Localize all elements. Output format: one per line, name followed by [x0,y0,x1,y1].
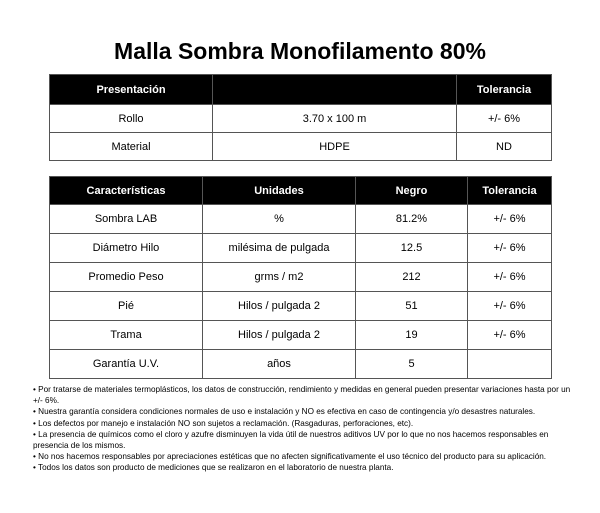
note-item: • Los defectos por manejo e instalación NO son sujetos a reclamación. (Rasgaduras, perforaciones, etc). [33,418,578,429]
table-header-row [50,75,552,105]
row-value: 3.70 x 100 m [213,105,457,133]
cell-unidad: Hilos / pulgada 2 [203,321,356,350]
cell-negro: 81.2% [356,205,468,234]
row-tolerance: +/- 6% [457,105,552,133]
page-title: Malla Sombra Monofilamento 80% [114,38,486,64]
table-row [50,205,552,234]
cell-caracteristica: Sombra LAB [50,205,203,234]
cell-negro: 51 [356,292,468,321]
header-negro: Negro [356,177,468,205]
cell-tolerancia: +/- 6% [468,234,552,263]
notes-list [33,384,578,474]
cell-caracteristica: Pié [50,292,203,321]
header-tolerancia: Tolerancia [468,177,552,205]
table-header-row [50,177,552,205]
table-row [50,133,552,161]
cell-unidad: Hilos / pulgada 2 [203,292,356,321]
row-label: Material [50,133,213,161]
row-tolerance: ND [457,133,552,161]
cell-tolerancia: +/- 6% [468,263,552,292]
note-item: • Por tratarse de materiales termoplásticos, los datos de construcción, rendimiento y medidas en general pueden presentar variaciones hasta por un +/- 6%. [33,384,578,406]
cell-negro: 12.5 [356,234,468,263]
note-item: • La presencia de químicos como el cloro y azufre disminuyen la vida útil de nuestros aditivos UV por lo que no nos hacemos responsables en presencia de los mismos. [33,429,578,451]
note-item: • No nos hacemos responsables por apreciaciones estéticas que no afecten significativamente el uso técnico del producto para su aplicación. [33,451,578,462]
table-row [50,350,552,379]
presentation-table [49,74,552,161]
cell-unidad: grms / m2 [203,263,356,292]
header-blank [213,75,457,105]
row-label: Rollo [50,105,213,133]
cell-tolerancia: +/- 6% [468,205,552,234]
cell-caracteristica: Trama [50,321,203,350]
header-unidades: Unidades [203,177,356,205]
header-caracteristicas: Características [50,177,203,205]
cell-unidad: milésima de pulgada [203,234,356,263]
characteristics-table [49,176,552,379]
table-row [50,321,552,350]
cell-caracteristica: Diámetro Hilo [50,234,203,263]
table-row [50,234,552,263]
cell-negro: 19 [356,321,468,350]
row-value: HDPE [213,133,457,161]
note-item: • Nuestra garantía considera condiciones normales de uso e instalación y NO es efectiva en caso de contingencia y/o desastres naturales. [33,406,578,417]
cell-tolerancia [468,350,552,379]
cell-unidad: años [203,350,356,379]
table-row [50,263,552,292]
cell-tolerancia: +/- 6% [468,321,552,350]
header-tolerancia: Tolerancia [457,75,552,105]
table-row [50,292,552,321]
cell-caracteristica: Garantía U.V. [50,350,203,379]
cell-tolerancia: +/- 6% [468,292,552,321]
note-item: • Todos los datos son producto de mediciones que se realizaron en el laboratorio de nuestra planta. [33,462,578,473]
header-presentacion: Presentación [50,75,213,105]
table-row [50,105,552,133]
cell-negro: 5 [356,350,468,379]
cell-caracteristica: Promedio Peso [50,263,203,292]
cell-negro: 212 [356,263,468,292]
cell-unidad: % [203,205,356,234]
